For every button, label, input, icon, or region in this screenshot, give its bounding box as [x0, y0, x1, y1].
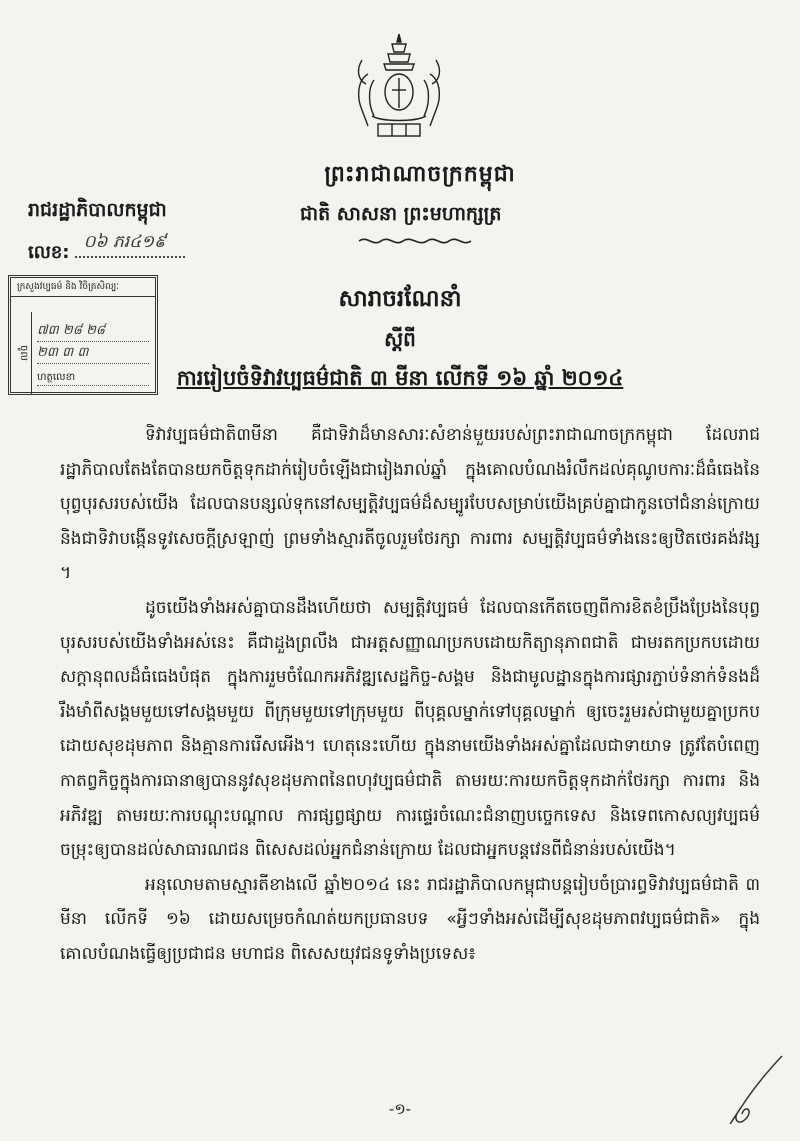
- reference-number: [28, 232, 185, 267]
- document-title: សារាចរណែនាំ: [338, 286, 462, 312]
- ornament-divider-icon: [355, 234, 475, 248]
- reference-value: ០៦ ភរ៤១៩: [83, 232, 167, 252]
- page-number: -១-: [388, 1100, 412, 1118]
- stamp-handwriting-2: ២៣ ៣ ៣: [37, 345, 89, 360]
- royal-emblem-icon: [348, 30, 450, 142]
- stamp-row-label: ហត្ថលេខា: [37, 372, 76, 383]
- national-motto: ជាតិ សាសនា ព្រះមហាក្សត្រ: [300, 203, 502, 225]
- stamp-handwriting-1: ៧៣ ២៨ ២៨: [37, 323, 106, 338]
- stamp-header: ក្រសួងវប្បធម៌ និង វិចិត្រសិល្បៈ: [11, 278, 155, 297]
- body-paragraph: អនុលោមតាមស្មារតីខាងលើ ឆ្នាំ២០១៤ នេះ រាជរដ្ឋាភិបាលកម្ពុជាបន្តរៀបចំប្រារព្ធទិវាវប្បធម៌ជាតិ ៣ មីនា លើកទី ១៦ ដោយសម្រេចកំណត់យកប្រធានបទ «អ្វីៗទាំងអស់ដើម្បីសុខដុមភាពវប្បធម៌ជាតិ» ក្នុងគោលបំណងធ្វើឲ្យប្រជាជន មហាជន ពិសេសយុវជនទូទាំងប្រទេស៖: [60, 874, 760, 964]
- government-name: រាជរដ្ឋាភិបាលកម្ពុជា: [28, 199, 167, 221]
- kingdom-title: ព្រះរាជាណាចក្រកម្ពុជា: [324, 162, 516, 187]
- document-body: [60, 418, 760, 972]
- document-topic: ការរៀបចំទិវាវប្បធម៌ជាតិ ៣ មីនា លើកទី ១៦ ឆ្នាំ ២០១៤: [176, 366, 624, 390]
- document-subtitle: ស្តីពី: [384, 327, 416, 351]
- body-paragraph: ទិវាវប្បធម៌ជាតិ៣មីនា គឺជាទិវាដ៏មានសារៈសំខាន់មួយរបស់ព្រះរាជាណាចក្រកម្ពុជា ដែលរាជរដ្ឋាភិបាលតែងតែបានយកចិត្តទុកដាក់រៀបចំឡើងជារៀងរាល់ឆ្នាំ ក្នុងគោលបំណងរំលឹកដល់គុណូបការៈដ៏ធំធេងនៃបុព្វបុរសរបស់យើង ដែលបានបន្សល់ទុកនៅសម្បត្តិវប្បធម៌ដ៏សម្បូរបែបសម្រាប់យើងគ្រប់គ្នាជាកូនចៅជំនាន់ក្រោយ និងជាទិវាបង្កើនទូវសេចក្តីស្រឡាញ់ ព្រមទាំងស្មារតីចូលរួមថែរក្សា ការពារ សម្បត្តិវប្បធម៌ទាំងនេះឲ្យឋិតថេរគង់វង្ស ។: [60, 425, 760, 584]
- body-paragraph: ដូចយើងទាំងអស់គ្នាបានដឹងហើយថា សម្បត្តិវប្បធម៌ ដែលបានកើតចេញពីការខិតខំប្រឹងប្រែងនៃបុព្វបុរសរបស់យើងទាំងអស់នេះ គឺជាដួងព្រលឹង ជាអត្តសញ្ញាណប្រកបដោយកិត្យានុភាពជាតិ ជាមរតកប្រកបដោយសក្តានុពលដ៏ធំធេងបំផុត ក្នុងការរួមចំណែកអភិវឌ្ឍសេដ្ឋកិច្ច-សង្គម និងជាមូលដ្ឋានក្នុងការផ្សារភ្ជាប់ទំនាក់ទំនងដ៏រឹងមាំពីសង្គមមួយទៅសង្គមមួយ ពីក្រុមមួយទៅក្រុមមួយ ពីបុគ្គលម្នាក់ទៅបុគ្គលម្នាក់ ឲ្យចេះរួមរស់ជាមួយគ្នាប្រកបដោយសុខដុមភាព និងគ្មានការរើសអើង។ ហេតុនេះហើយ ក្នុងនាមយើងទាំងអស់គ្នាដែលជាទាយាទ ត្រូវតែបំពេញកាតព្វកិច្ចក្នុងការធានាឲ្យបាននូវសុខដុមភាពនៃពហុវប្បធម៌ជាតិ តាមរយៈការយកចិត្តទុកដាក់ថែរក្សា ការពារ និងអភិវឌ្ឍ តាមរយៈការបណ្តុះបណ្តាល ការផ្សព្វផ្សាយ ការផ្ទេរចំណេះជំនាញបច្ចេកទេស និងទេពកោសល្យវប្បធម៌ចម្រុះឲ្យបានដល់សាធារណជន ពិសេសដល់អ្នកជំនាន់ក្រោយ ដែលជាអ្នកបន្តវេនពីជំនាន់របស់យើង។: [60, 597, 760, 861]
- reference-label: លេខ:: [28, 242, 70, 263]
- stamp-side-label: ចូល: [11, 312, 32, 394]
